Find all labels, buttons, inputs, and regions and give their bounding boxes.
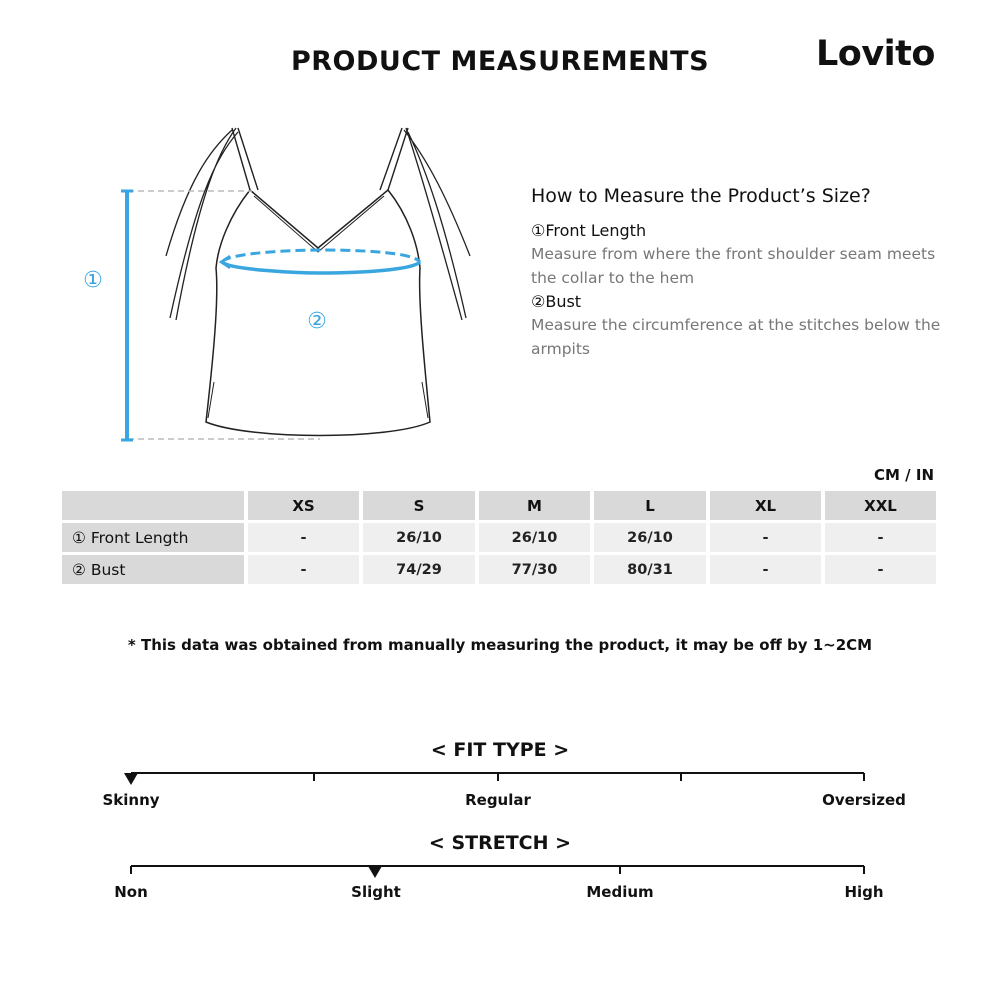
table-cell: - bbox=[825, 523, 936, 552]
left-strap bbox=[232, 128, 258, 190]
table-row bbox=[62, 555, 936, 584]
marker-front-length: ① bbox=[83, 268, 103, 293]
marker-bust: ② bbox=[307, 309, 327, 334]
table-cell: 26/10 bbox=[594, 523, 706, 552]
page-title: PRODUCT MEASUREMENTS bbox=[290, 46, 710, 77]
size-header: XS bbox=[248, 491, 359, 520]
stretch-indicator-icon bbox=[368, 866, 382, 878]
size-header-row bbox=[62, 491, 936, 520]
row-label: ② Bust bbox=[62, 555, 244, 584]
garment-diagram bbox=[60, 115, 520, 460]
how-to-title: How to Measure the Product’s Size? bbox=[531, 185, 871, 207]
table-cell: - bbox=[248, 555, 359, 584]
fit-label-regular: Regular bbox=[465, 791, 531, 809]
front-length-heading: ①Front Length bbox=[531, 221, 647, 240]
stretch-label-high: High bbox=[844, 883, 884, 901]
table-cell: 80/31 bbox=[594, 555, 706, 584]
table-cell: - bbox=[710, 523, 821, 552]
table-cell: 26/10 bbox=[479, 523, 590, 552]
table-cell: 77/30 bbox=[479, 555, 590, 584]
brand-logo: Lovito bbox=[816, 34, 935, 74]
table-cell: - bbox=[248, 523, 359, 552]
measurement-note: * This data was obtained from manually measuring the product, it may be off by 1~2CM bbox=[127, 636, 873, 654]
bust-description: Measure the circumference at the stitches below the armpits bbox=[531, 316, 941, 358]
stretch-label-non: Non bbox=[114, 883, 148, 901]
units-label: CM / IN bbox=[874, 466, 934, 484]
stretch-label-medium: Medium bbox=[586, 883, 654, 901]
table-corner bbox=[62, 491, 244, 520]
size-header: XL bbox=[710, 491, 821, 520]
size-header: M bbox=[479, 491, 590, 520]
fit-label-skinny: Skinny bbox=[102, 791, 160, 809]
size-header: S bbox=[363, 491, 475, 520]
bust-heading: ②Bust bbox=[531, 292, 582, 311]
how-to-measure bbox=[531, 185, 951, 361]
stretch-title: < STRETCH > bbox=[428, 832, 572, 854]
front-length-description: Measure from where the front shoulder seam meets the collar to the hem bbox=[531, 245, 936, 287]
right-strap bbox=[380, 128, 408, 190]
size-header: XXL bbox=[825, 491, 936, 520]
table-cell: 26/10 bbox=[363, 523, 475, 552]
row-label: ① Front Length bbox=[62, 523, 244, 552]
table-row bbox=[62, 523, 936, 552]
table-cell: - bbox=[710, 555, 821, 584]
stretch-label-slight: Slight bbox=[351, 883, 401, 901]
table-cell: 74/29 bbox=[363, 555, 475, 584]
table-cell: - bbox=[825, 555, 936, 584]
fit-label-oversized: Oversized bbox=[822, 791, 906, 809]
size-header: L bbox=[594, 491, 706, 520]
fit-type-title: < FIT TYPE > bbox=[430, 739, 570, 761]
size-table bbox=[58, 488, 940, 587]
fit-type-indicator-icon bbox=[124, 773, 138, 785]
